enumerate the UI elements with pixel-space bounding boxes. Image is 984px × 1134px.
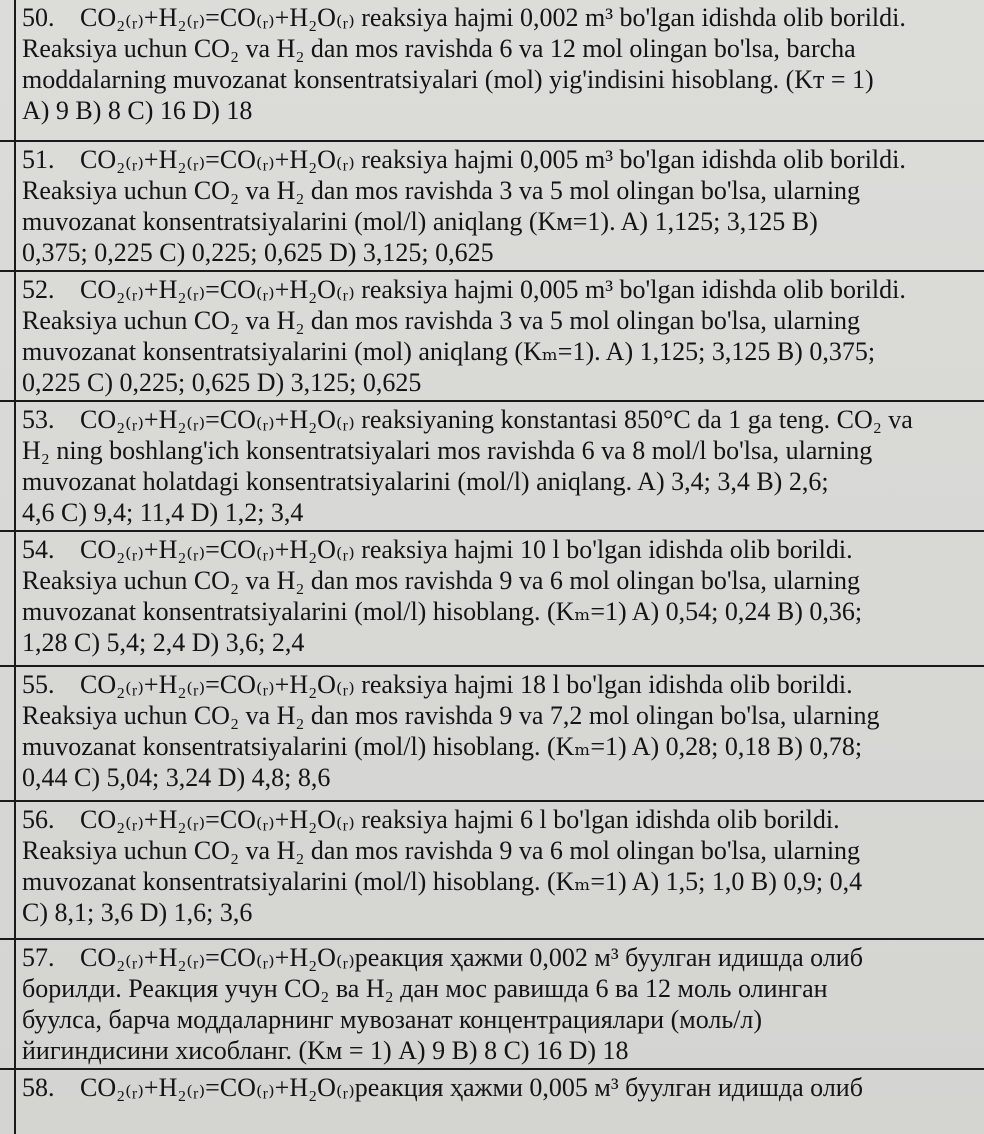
- problem-line: [22, 237, 970, 268]
- problem-block: [0, 530, 984, 665]
- problem-line: [22, 367, 970, 398]
- problem-text: CO₂₍ᵣ₎+H₂₍ᵣ₎=CO₍ᵣ₎+H₂O₍ᵣ₎ reaksiya hajmi 0,002 m³ bo'lgan idishda olib borildi.: [80, 3, 906, 32]
- problem-block: [0, 1068, 984, 1120]
- problem-number: 56.: [22, 805, 55, 834]
- problem-text: CO₂₍ᵣ₎+H₂₍ᵣ₎=CO₍ᵣ₎+H₂O₍ᵣ₎ reaksiya hajmi 0,005 m³ bo'lgan idishda olib borildi.: [80, 275, 906, 304]
- problem-text: muvozanat konsentratsiyalarini (mol/l) hisoblang. (Kₘ=1) A) 1,5; 1,0 B) 0,9; 0,4: [22, 867, 863, 896]
- problem-text: CO₂₍ᵣ₎+H₂₍ᵣ₎=CO₍ᵣ₎+H₂O₍ᵣ₎ reaksiya hajmi 0,005 m³ bo'lgan idishda olib borildi.: [80, 145, 906, 174]
- problem-line: [22, 866, 970, 897]
- problem-block: [0, 800, 984, 938]
- problem-line: [22, 565, 970, 596]
- problem-text: muvozanat konsentratsiyalarini (mol/l) hisoblang. (Kₘ=1) A) 0,28; 0,18 B) 0,78;: [22, 732, 863, 761]
- problem-line: [22, 627, 970, 658]
- problem-text: 1,28 C) 5,4; 2,4 D) 3,6; 2,4: [22, 628, 305, 657]
- problem-line: [22, 942, 970, 973]
- problem-text: C) 8,1; 3,6 D) 1,6; 3,6: [22, 898, 253, 927]
- problem-text: CO₂₍ᵣ₎+H₂₍ᵣ₎=CO₍ᵣ₎+H₂O₍ᵣ₎ reaksiya hajmi 18 l bo'lgan idishda olib borildi.: [80, 670, 853, 699]
- problem-block: [0, 0, 984, 140]
- problem-line: [22, 95, 970, 126]
- problem-number: 53.: [22, 405, 55, 434]
- problem-text: Reaksiya uchun CO₂ va H₂ dan mos ravishda 6 va 12 mol olingan bo'lsa, barcha: [22, 34, 856, 63]
- problem-line: [22, 731, 970, 762]
- problem-block: [0, 270, 984, 400]
- problem-text: muvozanat konsentratsiyalarini (mol/l) aniqlang (Kм=1). A) 1,125; 3,125 B): [22, 207, 818, 236]
- problem-text: muvozanat konsentratsiyalarini (mol) aniqlang (Kₘ=1). A) 1,125; 3,125 B) 0,375;: [22, 337, 876, 366]
- problem-block: [0, 400, 984, 530]
- problem-line: [22, 206, 970, 237]
- problem-line: [22, 897, 970, 928]
- problem-line: [22, 762, 970, 793]
- problem-line: [22, 534, 970, 565]
- problem-line: [22, 175, 970, 206]
- problem-line: [22, 2, 970, 33]
- problem-text: muvozanat konsentratsiyalarini (mol/l) hisoblang. (Kₘ=1) A) 0,54; 0,24 B) 0,36;: [22, 597, 863, 626]
- problem-text: CO₂₍ᵣ₎+H₂₍ᵣ₎=CO₍ᵣ₎+H₂O₍ᵣ₎ reaksiya hajmi 6 l bo'lgan idishda olib borildi.: [80, 805, 840, 834]
- problem-text: Reaksiya uchun CO₂ va H₂ dan mos ravishda 9 va 6 mol olingan bo'lsa, ularning: [22, 836, 861, 865]
- problem-text: Reaksiya uchun CO₂ va H₂ dan mos ravishda 9 va 7,2 mol olingan bo'lsa, ularning: [22, 701, 880, 730]
- problem-number: 55.: [22, 670, 55, 699]
- problem-text: борилди. Реакция учун CO₂ ва H₂ дан мос равишда 6 ва 12 моль олинган: [22, 974, 828, 1003]
- problem-block: [0, 938, 984, 1068]
- problem-line: [22, 1035, 970, 1066]
- problem-line: [22, 404, 970, 435]
- problem-text: muvozanat holatdagi konsentratsiyalarini (mol/l) aniqlang. A) 3,4; 3,4 B) 2,6;: [22, 467, 829, 496]
- problem-text: H₂ ning boshlang'ich konsentratsiyalari mos ravishda 6 va 8 mol/l bo'lsa, ularning: [22, 436, 873, 465]
- problem-line: [22, 973, 970, 1004]
- problem-line: [22, 435, 970, 466]
- problem-text: 0,375; 0,225 C) 0,225; 0,625 D) 3,125; 0,625: [22, 238, 494, 267]
- problem-line: [22, 466, 970, 497]
- problem-text: Reaksiya uchun CO₂ va H₂ dan mos ravishda 3 va 5 mol olingan bo'lsa, ularning: [22, 306, 861, 335]
- problem-text: CO₂₍ᵣ₎+H₂₍ᵣ₎=CO₍ᵣ₎+H₂O₍ᵣ₎реакция ҳажми 0,005 м³ буулган идишда олиб: [80, 1073, 863, 1102]
- problem-text: буулса, барча моддаларнинг мувозанат концентрациялари (моль/л): [22, 1005, 763, 1034]
- problem-number: 51.: [22, 145, 55, 174]
- problem-text: A) 9 B) 8 C) 16 D) 18: [22, 96, 253, 125]
- problem-text: Reaksiya uchun CO₂ va H₂ dan mos ravishda 9 va 6 mol olingan bo'lsa, ularning: [22, 566, 861, 595]
- problem-line: [22, 700, 970, 731]
- problem-text: moddalarning muvozanat konsentratsiyalari (mol) yig'indisini hisoblang. (Kт = 1): [22, 65, 874, 94]
- problem-text: CO₂₍ᵣ₎+H₂₍ᵣ₎=CO₍ᵣ₎+H₂O₍ᵣ₎ reaksiya hajmi 10 l bo'lgan idishda olib borildi.: [80, 535, 853, 564]
- problem-text: йигиндисини хисобланг. (Kм = 1) A) 9 B) 8 C) 16 D) 18: [22, 1036, 629, 1065]
- problem-number: 57.: [22, 943, 55, 972]
- problem-line: [22, 144, 970, 175]
- problem-line: [22, 835, 970, 866]
- problem-text: 0,225 C) 0,225; 0,625 D) 3,125; 0,625: [22, 368, 422, 397]
- problem-text: CO₂₍ᵣ₎+H₂₍ᵣ₎=CO₍ᵣ₎+H₂O₍ᵣ₎реакция ҳажми 0,002 м³ буулган идишда олиб: [80, 943, 863, 972]
- problem-line: [22, 336, 970, 367]
- problem-number: 50.: [22, 3, 55, 32]
- problem-block: [0, 665, 984, 800]
- problem-text: 4,6 C) 9,4; 11,4 D) 1,2; 3,4: [22, 498, 304, 527]
- problem-line: [22, 804, 970, 835]
- problem-text: CO₂₍ᵣ₎+H₂₍ᵣ₎=CO₍ᵣ₎+H₂O₍ᵣ₎ reaksiyaning konstantasi 850°C da 1 ga teng. CO₂ va: [80, 405, 913, 434]
- problem-line: [22, 305, 970, 336]
- problem-number: 58.: [22, 1073, 55, 1102]
- problem-line: [22, 1072, 970, 1103]
- problem-block: [0, 140, 984, 270]
- problem-text: Reaksiya uchun CO₂ va H₂ dan mos ravishda 3 va 5 mol olingan bo'lsa, ularning: [22, 176, 861, 205]
- problem-number: 54.: [22, 535, 55, 564]
- problem-text: 0,44 C) 5,04; 3,24 D) 4,8; 8,6: [22, 763, 331, 792]
- problem-line: [22, 33, 970, 64]
- problem-line: [22, 64, 970, 95]
- problem-line: [22, 1004, 970, 1035]
- problem-line: [22, 274, 970, 305]
- problem-line: [22, 669, 970, 700]
- problem-line: [22, 497, 970, 528]
- problem-line: [22, 596, 970, 627]
- problem-number: 52.: [22, 275, 55, 304]
